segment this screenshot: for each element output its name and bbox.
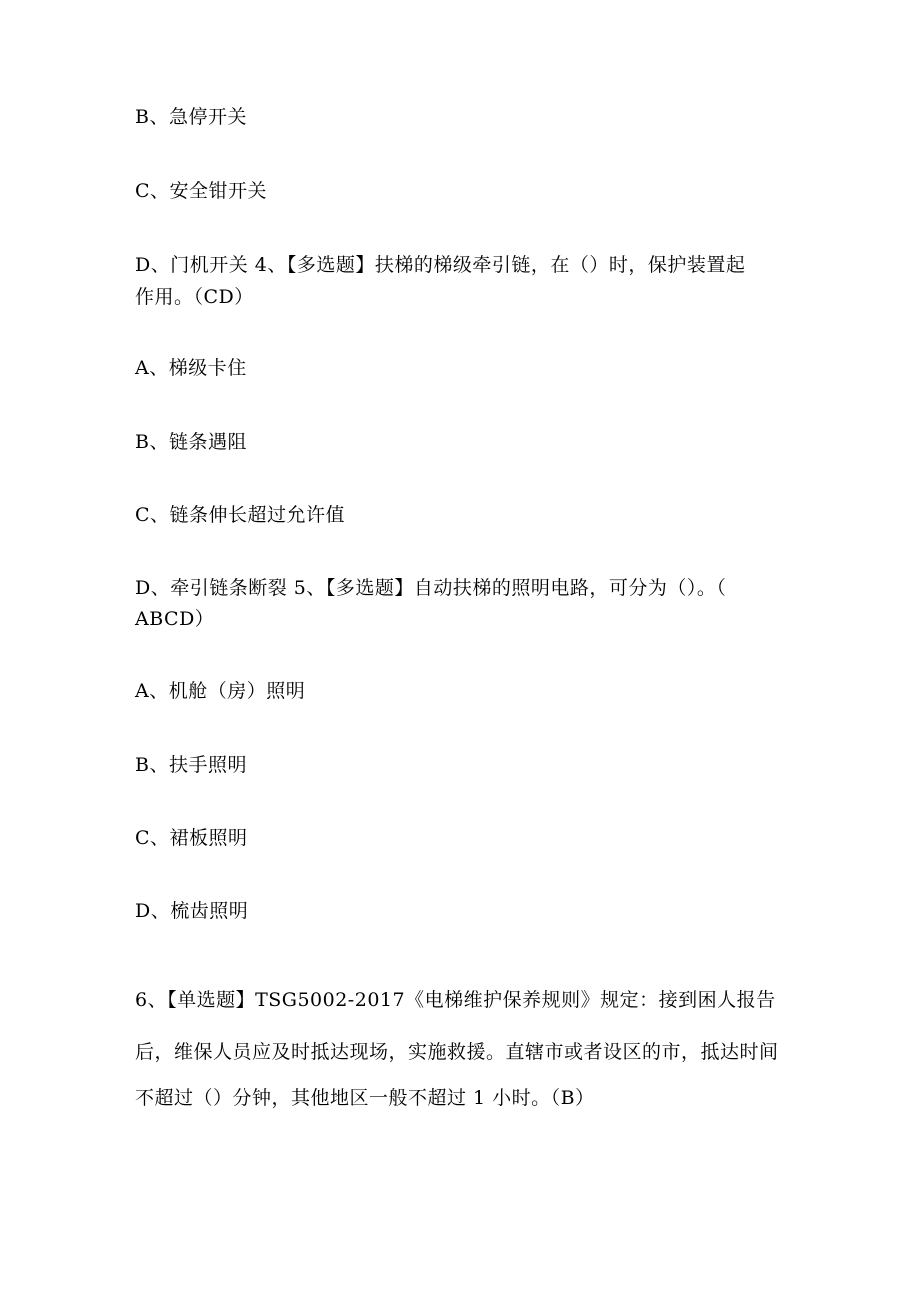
option-a-machine-room-lighting: A、机舱（房）照明 <box>135 680 306 702</box>
option-a-step-stuck: A、梯级卡住 <box>135 357 247 379</box>
question-4-answer: 作用。（CD） <box>135 286 254 308</box>
option-b-chain-blocked: B、链条遇阻 <box>135 431 247 453</box>
option-c-safety-gear-switch: C、安全钳开关 <box>135 180 268 202</box>
option-b-handrail-lighting: B、扶手照明 <box>135 754 247 776</box>
question-4-text: D、门机开关 4、【多选题】扶梯的梯级牵引链，在（）时，保护装置起 <box>135 254 746 276</box>
question-6-text-line-2: 后，维保人员应及时抵达现场，实施救援。直辖市或者设区的市，抵达时间 <box>135 1041 779 1063</box>
option-c-chain-stretch: C、链条伸长超过允许值 <box>135 504 346 526</box>
option-c-skirt-lighting: C、裙板照明 <box>135 827 248 849</box>
question-5-answer: ABCD） <box>135 608 215 630</box>
question-6-text-line-1: 6、【单选题】TSG5002-2017《电梯维护保养规则》规定：接到困人报告 <box>135 989 776 1011</box>
question-6-text-line-3: 不超过（）分钟，其他地区一般不超过 1 小时。（B） <box>135 1087 595 1109</box>
option-d-comb-lighting: D、梳齿照明 <box>135 900 249 922</box>
question-5-text: D、牵引链条断裂 5、【多选题】自动扶梯的照明电路，可分为（）。（ <box>135 577 727 599</box>
option-b-emergency-stop: B、急停开关 <box>135 106 247 128</box>
